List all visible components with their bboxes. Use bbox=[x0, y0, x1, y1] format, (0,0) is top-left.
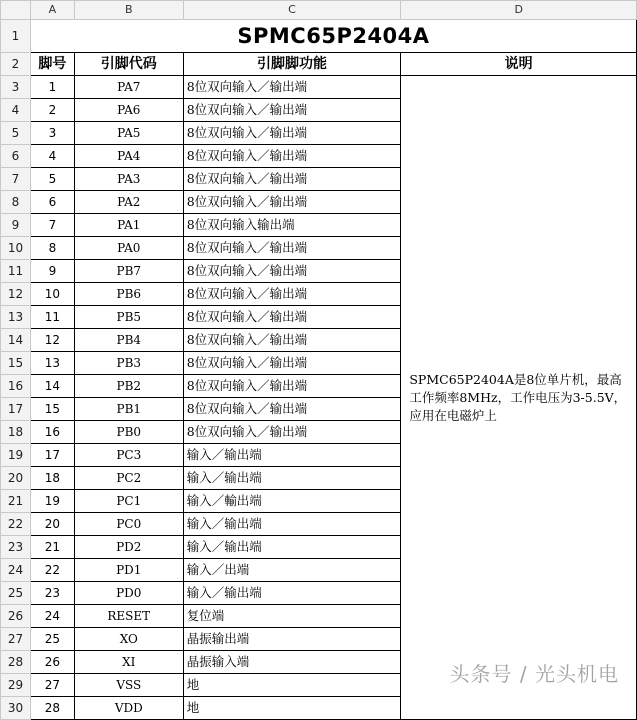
row-header[interactable]: 10 bbox=[1, 237, 31, 260]
pin-number-cell[interactable]: 7 bbox=[30, 214, 74, 237]
row-header[interactable]: 8 bbox=[1, 191, 31, 214]
pin-function-cell[interactable]: 8位双向输入／输出端 bbox=[183, 260, 401, 283]
pin-number-cell[interactable]: 1 bbox=[30, 76, 74, 99]
pin-code-cell[interactable]: PA6 bbox=[74, 99, 183, 122]
pin-function-cell[interactable]: 晶振输出端 bbox=[183, 628, 401, 651]
sheet-title-cell[interactable]: SPMC65P2404A bbox=[30, 20, 636, 53]
pin-number-cell[interactable]: 21 bbox=[30, 536, 74, 559]
pin-code-cell[interactable]: PB4 bbox=[74, 329, 183, 352]
row-header[interactable]: 23 bbox=[1, 536, 31, 559]
pin-function-cell[interactable]: 8位双向输入／输出端 bbox=[183, 122, 401, 145]
pin-code-cell[interactable]: PD0 bbox=[74, 582, 183, 605]
header-note-cell[interactable]: 说明 bbox=[401, 53, 637, 76]
column-header-row bbox=[1, 1, 637, 20]
pin-function-cell[interactable]: 输入／输出端 bbox=[183, 536, 401, 559]
pin-number-cell[interactable]: 14 bbox=[30, 375, 74, 398]
row-header[interactable]: 26 bbox=[1, 605, 31, 628]
pin-code-cell[interactable]: PB2 bbox=[74, 375, 183, 398]
select-all-corner[interactable] bbox=[1, 1, 31, 20]
pin-number-cell[interactable]: 23 bbox=[30, 582, 74, 605]
pin-code-cell[interactable]: PA1 bbox=[74, 214, 183, 237]
pin-code-cell[interactable]: PC0 bbox=[74, 513, 183, 536]
pin-code-cell[interactable]: PD2 bbox=[74, 536, 183, 559]
pin-code-cell[interactable]: PA2 bbox=[74, 191, 183, 214]
pin-number-cell[interactable]: 11 bbox=[30, 306, 74, 329]
row-header[interactable]: 9 bbox=[1, 214, 31, 237]
pin-number-cell[interactable]: 3 bbox=[30, 122, 74, 145]
row-header[interactable]: 15 bbox=[1, 352, 31, 375]
pin-code-cell[interactable]: PC2 bbox=[74, 467, 183, 490]
row-header[interactable]: 30 bbox=[1, 697, 31, 720]
pin-code-cell[interactable]: PA3 bbox=[74, 168, 183, 191]
sheet-row-1 bbox=[1, 20, 637, 53]
pin-function-cell[interactable]: 8位双向输入／输出端 bbox=[183, 168, 401, 191]
pin-number-cell[interactable]: 2 bbox=[30, 99, 74, 122]
row-header[interactable]: 5 bbox=[1, 122, 31, 145]
row-header[interactable]: 13 bbox=[1, 306, 31, 329]
pin-code-cell[interactable]: VSS bbox=[74, 674, 183, 697]
pin-function-cell[interactable]: 8位双向输入／输出端 bbox=[183, 76, 401, 99]
pin-function-cell[interactable]: 8位双向输入／输出端 bbox=[183, 398, 401, 421]
pin-function-cell[interactable]: 8位双向输入／输出端 bbox=[183, 306, 401, 329]
watermark-text: 头条号 / 光头机电 bbox=[449, 662, 619, 686]
pin-code-cell[interactable]: PD1 bbox=[74, 559, 183, 582]
pin-code-cell[interactable]: PC1 bbox=[74, 490, 183, 513]
row-header[interactable]: 14 bbox=[1, 329, 31, 352]
pin-function-cell[interactable]: 输入／输出端 bbox=[183, 467, 401, 490]
row-header[interactable]: 24 bbox=[1, 559, 31, 582]
pin-number-cell[interactable]: 9 bbox=[30, 260, 74, 283]
pin-number-cell[interactable]: 16 bbox=[30, 421, 74, 444]
pin-number-cell[interactable]: 20 bbox=[30, 513, 74, 536]
row-header[interactable]: 3 bbox=[1, 76, 31, 99]
column-header-b[interactable]: B bbox=[74, 1, 183, 20]
pin-function-cell[interactable]: 8位双向输入／输出端 bbox=[183, 375, 401, 398]
header-code-cell[interactable]: 引脚代码 bbox=[74, 53, 183, 76]
pin-code-cell[interactable]: PA4 bbox=[74, 145, 183, 168]
description-note-cell[interactable]: SPMC65P2404A是8位单片机，最高工作频率8MHz，工作电压为3-5.5V，应用在电磁炉上 bbox=[401, 76, 637, 720]
pin-code-cell[interactable]: PC3 bbox=[74, 444, 183, 467]
column-header-c[interactable]: C bbox=[183, 1, 401, 20]
pin-code-cell[interactable]: PB5 bbox=[74, 306, 183, 329]
row-header[interactable]: 20 bbox=[1, 467, 31, 490]
pin-number-cell[interactable]: 10 bbox=[30, 283, 74, 306]
table-row bbox=[1, 76, 637, 99]
pin-number-cell[interactable]: 26 bbox=[30, 651, 74, 674]
pin-function-cell[interactable]: 输入／出端 bbox=[183, 559, 401, 582]
pin-code-cell[interactable]: PB1 bbox=[74, 398, 183, 421]
pin-code-cell[interactable]: PB3 bbox=[74, 352, 183, 375]
pin-function-cell[interactable]: 地 bbox=[183, 697, 401, 720]
pin-code-cell[interactable]: RESET bbox=[74, 605, 183, 628]
row-header[interactable]: 17 bbox=[1, 398, 31, 421]
pin-number-cell[interactable]: 4 bbox=[30, 145, 74, 168]
row-header[interactable]: 4 bbox=[1, 99, 31, 122]
pin-code-cell[interactable]: XI bbox=[74, 651, 183, 674]
pin-number-cell[interactable]: 15 bbox=[30, 398, 74, 421]
row-header[interactable]: 25 bbox=[1, 582, 31, 605]
row-header[interactable]: 7 bbox=[1, 168, 31, 191]
pin-number-cell[interactable]: 13 bbox=[30, 352, 74, 375]
pin-function-cell[interactable]: 地 bbox=[183, 674, 401, 697]
row-header[interactable]: 19 bbox=[1, 444, 31, 467]
pin-number-cell[interactable]: 27 bbox=[30, 674, 74, 697]
pin-function-cell[interactable]: 晶振输入端 bbox=[183, 651, 401, 674]
pin-function-cell[interactable]: 8位双向输入输出端 bbox=[183, 214, 401, 237]
row-header[interactable]: 27 bbox=[1, 628, 31, 651]
pin-number-cell[interactable]: 19 bbox=[30, 490, 74, 513]
pin-number-cell[interactable]: 6 bbox=[30, 191, 74, 214]
pin-code-cell[interactable]: PB6 bbox=[74, 283, 183, 306]
row-header[interactable]: 21 bbox=[1, 490, 31, 513]
row-header[interactable]: 11 bbox=[1, 260, 31, 283]
pin-function-cell[interactable]: 8位双向输入／输出端 bbox=[183, 283, 401, 306]
row-header-2[interactable]: 2 bbox=[1, 53, 31, 76]
row-header[interactable]: 22 bbox=[1, 513, 31, 536]
pin-code-cell[interactable]: VDD bbox=[74, 697, 183, 720]
pin-code-cell[interactable]: PA0 bbox=[74, 237, 183, 260]
pin-number-cell[interactable]: 5 bbox=[30, 168, 74, 191]
pin-function-cell[interactable]: 输入／输出端 bbox=[183, 513, 401, 536]
row-header[interactable]: 18 bbox=[1, 421, 31, 444]
row-header[interactable]: 28 bbox=[1, 651, 31, 674]
row-header[interactable]: 16 bbox=[1, 375, 31, 398]
pin-function-cell[interactable]: 8位双向输入／输出端 bbox=[183, 237, 401, 260]
row-header-1[interactable]: 1 bbox=[1, 20, 31, 53]
pin-function-cell[interactable]: 8位双向输入／输出端 bbox=[183, 329, 401, 352]
sheet-row-2 bbox=[1, 53, 637, 76]
column-header-a[interactable]: A bbox=[30, 1, 74, 20]
pin-function-cell[interactable]: 复位端 bbox=[183, 605, 401, 628]
pin-function-cell[interactable]: 8位双向输入／输出端 bbox=[183, 191, 401, 214]
pin-code-cell[interactable]: PB7 bbox=[74, 260, 183, 283]
pin-number-cell[interactable]: 28 bbox=[30, 697, 74, 720]
pin-number-cell[interactable]: 8 bbox=[30, 237, 74, 260]
pin-function-cell[interactable]: 输入／输出端 bbox=[183, 582, 401, 605]
pin-number-cell[interactable]: 12 bbox=[30, 329, 74, 352]
column-header-d[interactable]: D bbox=[401, 1, 637, 20]
pin-function-cell[interactable]: 输入／輸出端 bbox=[183, 490, 401, 513]
header-pin-cell[interactable]: 脚号 bbox=[30, 53, 74, 76]
row-header[interactable]: 12 bbox=[1, 283, 31, 306]
row-header[interactable]: 29 bbox=[1, 674, 31, 697]
pin-function-cell[interactable]: 8位双向输入／输出端 bbox=[183, 99, 401, 122]
pin-number-cell[interactable]: 18 bbox=[30, 467, 74, 490]
pin-number-cell[interactable]: 22 bbox=[30, 559, 74, 582]
pin-function-cell[interactable]: 8位双向输入／输出端 bbox=[183, 421, 401, 444]
header-function-cell[interactable]: 引脚脚功能 bbox=[183, 53, 401, 76]
pin-number-cell[interactable]: 25 bbox=[30, 628, 74, 651]
pin-code-cell[interactable]: PA5 bbox=[74, 122, 183, 145]
pin-code-cell[interactable]: XO bbox=[74, 628, 183, 651]
pin-code-cell[interactable]: PB0 bbox=[74, 421, 183, 444]
pin-function-cell[interactable]: 8位双向输入／输出端 bbox=[183, 352, 401, 375]
pin-number-cell[interactable]: 24 bbox=[30, 605, 74, 628]
pin-code-cell[interactable]: PA7 bbox=[74, 76, 183, 99]
row-header[interactable]: 6 bbox=[1, 145, 31, 168]
pin-function-cell[interactable]: 8位双向输入／输出端 bbox=[183, 145, 401, 168]
pin-number-cell[interactable]: 17 bbox=[30, 444, 74, 467]
pin-function-cell[interactable]: 输入／输出端 bbox=[183, 444, 401, 467]
